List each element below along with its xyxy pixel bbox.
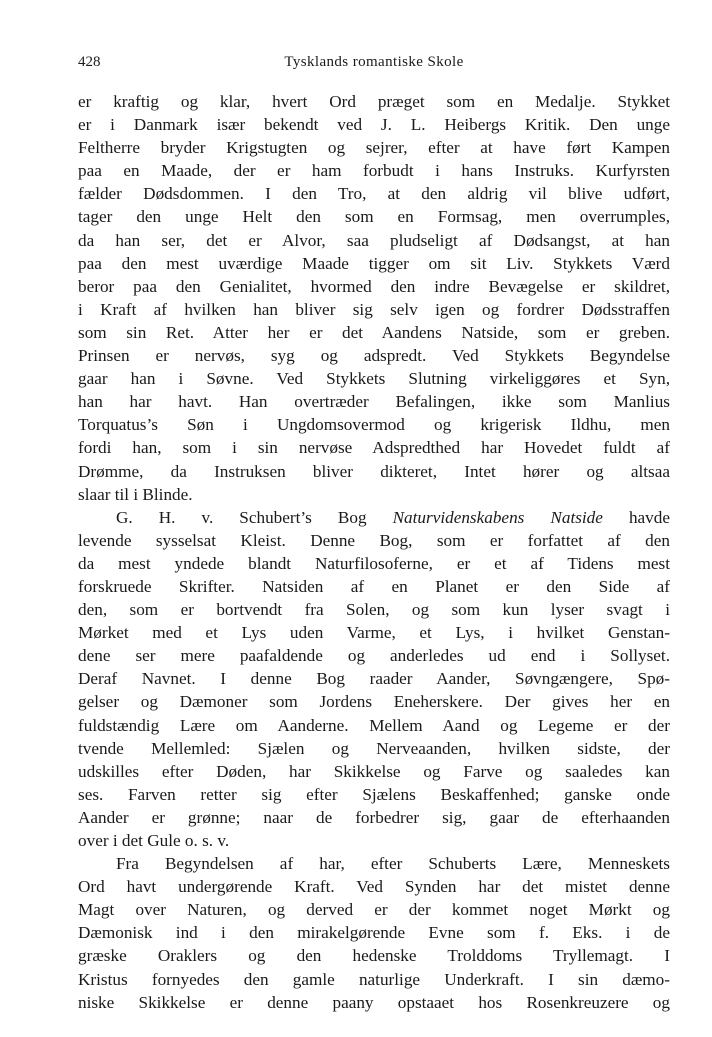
text-line: Kristus fornyedes den gamle naturlige Underkraft. I sin dæmo- bbox=[78, 969, 670, 989]
text-line: slaar til i Blinde. bbox=[78, 484, 193, 504]
text-line: Dæmonisk ind i den mirakelgørende Evne som f. Eks. i de bbox=[78, 923, 670, 943]
text-line: i Kraft af hvilken han bliver sig selv igen og fordrer Dødsstraffen bbox=[78, 299, 670, 319]
text-line: tvende Mellemled: Sjælen og Nerveaanden, hvilken sidste, der bbox=[78, 738, 670, 758]
text-line: han har havt. Han overtræder Befalingen, ikke som Manlius bbox=[78, 392, 670, 412]
text-line bbox=[78, 506, 670, 529]
text-line: Aander er grønne; naar de forbedrer sig, gaar de efterhaanden bbox=[78, 807, 670, 827]
text-line: tager den unge Helt den som en Formsag, men overrumples, bbox=[78, 207, 670, 227]
book-title: Naturvidenskabens Natside bbox=[392, 507, 603, 527]
text-line: forskruede Skrifter. Natsiden af en Planet er den Side af bbox=[78, 576, 670, 596]
text-line: som sin Ret. Atter her er det Aandens Natside, som er greben. bbox=[78, 322, 670, 342]
page-number: 428 bbox=[78, 54, 101, 70]
text-line: ses. Farven retter sig efter Sjælens Beskaffenhed; ganske onde bbox=[78, 784, 670, 804]
text-line: Magt over Naturen, og derved er der kommet noget Mørkt og bbox=[78, 900, 670, 920]
text-line: paa en Maade, der er ham forbudt i hans Instruks. Kurfyrsten bbox=[78, 161, 670, 181]
text-line: niske Skikkelse er denne paany opstaaet hos Rosenkreuzere og bbox=[78, 992, 670, 1012]
text-line: dene ser mere paafaldende og anderledes ud end i Sollyset. bbox=[78, 646, 670, 666]
running-head bbox=[78, 52, 670, 72]
text-line: da mest yndede blandt Naturfilosoferne, er et af Tidens mest bbox=[78, 553, 670, 573]
text-line: Fra Begyndelsen af har, efter Schuberts Lære, Menneskets bbox=[116, 854, 670, 874]
text-line: fuldstændig Lære om Aanderne. Mellem Aand og Legeme er der bbox=[78, 715, 670, 735]
text-line: Ord havt undergørende Kraft. Ved Synden har det mistet denne bbox=[78, 877, 670, 897]
text-line: Feltherre bryder Krigstugten og sejrer, efter at have ført Kampen bbox=[78, 138, 670, 158]
text-line: Torquatus’s Søn i Ungdomsovermod og krigerisk Ildhu, men bbox=[78, 415, 670, 435]
text-line: beror paa den Genialitet, hvormed den indre Bevægelse er skildret, bbox=[78, 276, 670, 296]
text-line: fordi han, som i sin nervøse Adspredthed har Hovedet fuldt af bbox=[78, 438, 670, 458]
text-line: udskilles efter Døden, har Skikkelse og Farve og saaledes kan bbox=[78, 761, 670, 781]
text-line: er kraftig og klar, hvert Ord præget som en Medalje. Stykket bbox=[78, 92, 670, 111]
text-line: levende sysselsat Kleist. Denne Bog, som er forfattet af den bbox=[78, 530, 670, 550]
text-line: da han ser, det er Alvor, saa pludseligt af Dødsangst, at han bbox=[78, 230, 670, 250]
text-line: Prinsen er nervøs, syg og adspredt. Ved Stykkets Begyndelse bbox=[78, 346, 670, 366]
body-text bbox=[78, 90, 670, 1014]
text-line: fælder Dødsdommen. I den Tro, at den aldrig vil blive udført, bbox=[78, 184, 670, 204]
text-segment: G. H. v. Schubert’s Bog bbox=[116, 507, 393, 527]
text-line: græske Oraklers og den hedenske Trolddoms Tryllemagt. I bbox=[78, 946, 670, 966]
text-line: den, som er bortvendt fra Solen, og som kun lyser svagt i bbox=[78, 600, 670, 620]
text-line: over i det Gule o. s. v. bbox=[78, 831, 230, 850]
text-line: gaar han i Søvne. Ved Stykkets Slutning virkeliggøres et Syn, bbox=[78, 369, 670, 389]
text-line: Mørket med et Lys uden Varme, et Lys, i hvilket Genstan- bbox=[78, 623, 670, 643]
text-segment: havde bbox=[602, 507, 670, 527]
text-line: paa den mest uværdige Maade tigger om sit Liv. Stykkets Værd bbox=[78, 253, 670, 273]
text-line: gelser og Dæmoner som Jordens Eneherskere. Der gives her en bbox=[78, 692, 670, 712]
running-title: Tysklands romantiske Skole bbox=[284, 54, 464, 70]
text-line: Drømme, da Instruksen bliver dikteret, Intet hører og altsaa bbox=[78, 461, 670, 481]
text-line: Deraf Navnet. I denne Bog raader Aander, Søvngængere, Spø- bbox=[78, 669, 670, 689]
text-line: er i Danmark især bekendt ved J. L. Heibergs Kritik. Den unge bbox=[78, 115, 670, 135]
